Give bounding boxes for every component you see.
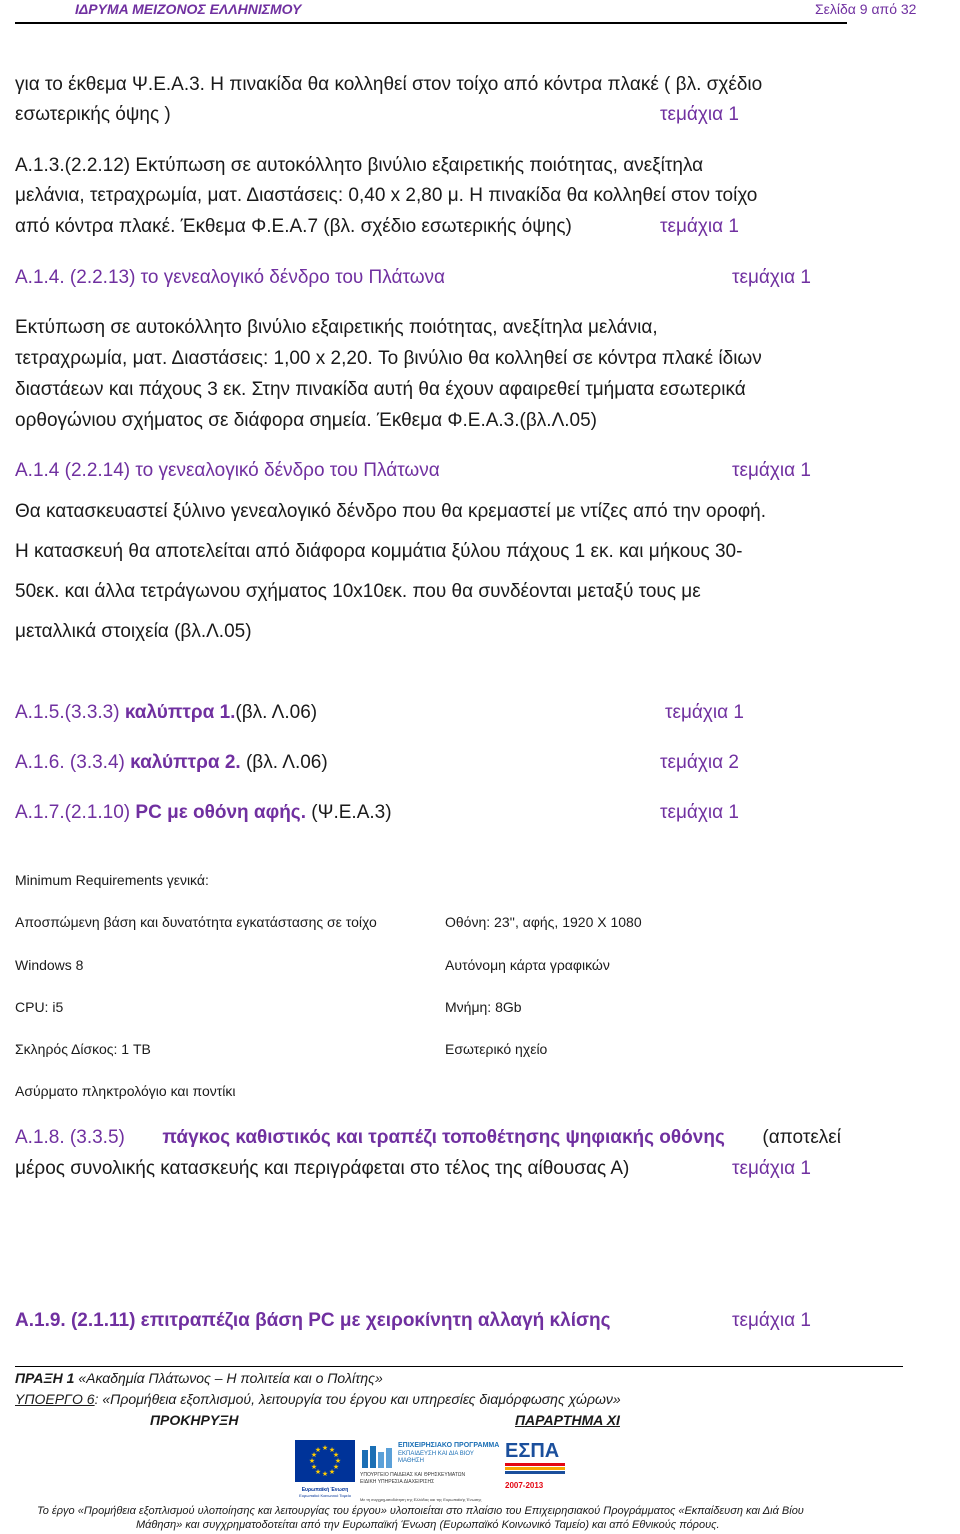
espa-stripes-icon [505, 1462, 565, 1476]
item-a14b-line4: μεταλλικά στοιχεία (βλ.Λ.05) [15, 621, 252, 642]
item-a15-name: καλύπτρα 1. [124, 702, 236, 723]
footer-parartima: ΠΑΡΑΡΤΗΜΑ XI [515, 1412, 620, 1428]
svg-text:★: ★ [314, 1468, 322, 1476]
svg-text:★: ★ [308, 1457, 316, 1465]
item-a14-qty: τεμάχια 1 [732, 267, 811, 288]
footer-ypoergo-title: : «Προμήθεια εξοπλισμού, λειτουργία του έργου και υπηρεσίες διαμόρφωσης χώρων» [94, 1391, 621, 1407]
item-a14-heading: Α.1.4. (2.2.13) το γενεαλογικό δένδρο του Πλάτωνα [15, 267, 446, 288]
req-left-1: Αποσπώμενη βάση και δυνατότητα εγκατάστασης σε τοίχο [15, 914, 377, 930]
block1-qty: τεμάχια 1 [660, 216, 739, 237]
req-last: Ασύρματο πληκτρολόγιο και ποντίκι [15, 1083, 236, 1099]
footer-line2 [15, 1391, 621, 1407]
espa-title: ΕΣΠΑ [505, 1440, 560, 1462]
item-a16-name: καλύπτρα 2. [130, 752, 241, 773]
item-a14b-heading: Α.1.4 (2.2.14) το γενεαλογικό δένδρο του Πλάτωνα [15, 460, 440, 481]
req-right-4: Εσωτερικό ηχείο [445, 1041, 548, 1057]
eu-caption: Ευρωπαϊκή Ένωση [301, 1487, 349, 1493]
footer-note1: Το έργο «Προμήθεια εξοπλισμού υλοποίησης και λειτουργίας του έργου» υλοποιείται στο πλαίσιο του Επιχειρησιακού Προγράμματος «Εκπαίδευση και Διά Βίου [37, 1505, 804, 1517]
item-a17-name: PC με οθόνη αφής. [135, 802, 306, 823]
req-right-3: Μνήμη: 8Gb [445, 999, 522, 1015]
eu-subcaption: Ευρωπαϊκό Κοινωνικό Ταμείο [299, 1493, 351, 1498]
svg-text:★: ★ [332, 1463, 340, 1471]
item-a16 [15, 752, 328, 774]
item-a19-qty: τεμάχια 1 [732, 1310, 811, 1331]
item-a17 [15, 802, 392, 824]
eu-logo [295, 1440, 355, 1496]
svg-text:★: ★ [310, 1463, 318, 1471]
header-page-number: Σελίδα 9 από 32 [815, 1, 917, 17]
espa-years: 2007-2013 [505, 1481, 544, 1490]
item-a18-code: Α.1.8. (3.3.5) [15, 1127, 125, 1148]
header-org: ΙΔΡΥΜΑ ΜΕΙΖΟΝΟΣ ΕΛΛΗΝΙΣΜΟΥ [75, 1, 302, 17]
req-right-2: Αυτόνομη κάρτα γραφικών [445, 957, 610, 973]
item-a18-line2: μέρος συνολικής κατασκευής και περιγράφεται στο τέλος της αίθουσας Α) [15, 1158, 630, 1179]
item-a16-ref: (βλ. Λ.06) [240, 752, 328, 773]
item-a19-text: Α.1.9. (2.1.11) επιτραπέζια βάση PC με χειροκίνητη αλλαγή κλίσης [15, 1310, 611, 1331]
block0-line2: εσωτερικής όψης ) [15, 104, 171, 125]
block1-line3: από κόντρα πλακέ. Έκθεμα Φ.Ε.Α.7 (βλ. σχέδιο εσωτερικής όψης) [15, 216, 572, 237]
item-a15-ref: (βλ. Λ.06) [235, 702, 318, 723]
footer-praxi: ΠΡΑΞΗ 1 [15, 1370, 75, 1386]
item-a14b-line3: 50εκ. και άλλα τετράγωνου σχήματος 10x10εκ. που θα συνδέονται μεταξύ τους με [15, 581, 701, 602]
op-sub1: ΕΚΠΑΙΔΕΥΣΗ ΚΑΙ ΔΙΑ ΒΙΟΥ ΜΑΘΗΣΗ [398, 1451, 474, 1464]
svg-text:★: ★ [334, 1457, 342, 1465]
op-logo [360, 1440, 500, 1496]
requirements-title: Minimum Requirements γενικά: [15, 872, 209, 888]
item-a14-line4: ορθογώνιου σχήματος σε διάφορα σημεία. Έκθεμα Φ.Ε.Α.3.(βλ.Λ.05) [15, 410, 597, 431]
svg-text:★: ★ [328, 1446, 336, 1454]
item-a15 [15, 702, 317, 724]
item-a16-code: Α.1.6. (3.3.4) [15, 752, 125, 773]
svg-text:★: ★ [321, 1444, 329, 1452]
footer-prokiryxi: ΠΡΟΚΗΡΥΞΗ [150, 1412, 239, 1428]
svg-text:★: ★ [332, 1451, 340, 1459]
item-a14-line2: τετραχρωμία, ματ. Διαστάσεις: 1,00 x 2,20. Το βινύλιο θα κολληθεί σε κόντρα πλακέ ίδιων [15, 348, 762, 369]
req-right-1: Οθόνη: 23'', αφής, 1920 X 1080 [445, 914, 642, 930]
op-emblem-icon [360, 1442, 396, 1470]
footer-praxi-title: «Ακαδημία Πλάτωνος – Η πολιτεία και ο Πολίτης» [74, 1370, 383, 1386]
req-left-3: CPU: i5 [15, 999, 64, 1015]
svg-text:★: ★ [310, 1451, 318, 1459]
item-a14b-line1: Θα κατασκευαστεί ξύλινο γενεαλογικό δένδρο που θα κρεμαστεί με ντίζες από την οροφή. [15, 501, 766, 522]
item-a18-name: πάγκος καθιστικός και τραπέζι τοποθέτησης ψηφιακής οθόνης [162, 1127, 725, 1148]
footer-line1 [15, 1370, 383, 1386]
req-left-2: Windows 8 [15, 957, 84, 973]
item-a15-code: Α.1.5.(3.3.3) [15, 702, 120, 723]
block0-qty: τεμάχια 1 [660, 104, 739, 125]
item-a14-line3: διαστάεων και πάχους 3 εκ. Στην πινακίδα αυτή θα έχουν αφαιρεθεί τμήματα εσωτερικά [15, 379, 746, 400]
header-divider [15, 22, 847, 24]
footer-note2: Μάθηση» και συγχρηματοδοτείται από την Ευρωπαϊκή Ένωση (Ευρωπαϊκό Κοινωνικό Ταμείο) και από Εθνικούς πόρους. [136, 1519, 720, 1531]
op-sub2: ΥΠΟΥΡΓΕΙΟ ΠΑΙΔΕΙΑΣ ΚΑΙ ΘΡΗΣΚΕΥΜΑΤΩΝ [360, 1472, 466, 1478]
svg-text:★: ★ [328, 1468, 336, 1476]
item-a16-qty: τεμάχια 2 [660, 752, 739, 773]
item-a14-line1: Εκτύπωση σε αυτοκόλλητο βινύλιο εξαιρετικής ποιότητας, ανεξίτηλα μελάνια, [15, 317, 658, 338]
block1-line1: Α.1.3.(2.2.12) Εκτύπωση σε αυτοκόλλητο βινύλιο εξαιρετικής ποιότητας, ανεξίτηλα [15, 155, 704, 176]
item-a17-qty: τεμάχια 1 [660, 802, 739, 823]
espa-logo [505, 1440, 567, 1496]
item-a14b-line2: Η κατασκευή θα αποτελείται από διάφορα κομμάτια ξύλου πάχους 1 εκ. και μήκους 30- [15, 541, 743, 562]
svg-text:★: ★ [321, 1470, 329, 1478]
svg-text:★: ★ [314, 1446, 322, 1454]
item-a18-qty: τεμάχια 1 [732, 1158, 811, 1179]
item-a14b-qty: τεμάχια 1 [732, 460, 811, 481]
item-a15-qty: τεμάχια 1 [665, 702, 744, 723]
item-a18-line1 [15, 1127, 841, 1149]
op-sub3: ΕΙΔΙΚΗ ΥΠΗΡΕΣΙΑ ΔΙΑΧΕΙΡΙΣΗΣ [360, 1479, 435, 1485]
footer-divider [15, 1366, 903, 1367]
footer-ypoergo: ΥΠΟΕΡΓΟ 6 [15, 1391, 95, 1407]
item-a17-ref: (Ψ.Ε.Α.3) [305, 802, 392, 823]
item-a18-rest1: (αποτελεί [762, 1127, 841, 1148]
block0-line1: για το έκθεμα Ψ.Ε.Α.3. Η πινακίδα θα κολληθεί στον τοίχο από κόντρα πλακέ ( βλ. σχέδιο [15, 74, 763, 95]
block1-line2: μελάνια, τετραχρωμία, ματ. Διαστάσεις: 0,40 x 2,80 μ. Η πινακίδα θα κολληθεί στον τοίχο [15, 185, 758, 206]
item-a17-code: Α.1.7.(2.1.10) [15, 802, 131, 823]
req-left-4: Σκληρός Δίσκος: 1 TB [15, 1041, 151, 1057]
cofund-caption: Με τη συγχρηματοδότηση της Ελλάδας και της Ευρωπαϊκής Ένωσης [360, 1497, 482, 1502]
op-title: ΕΠΙΧΕΙΡΗΣΙΑΚΟ ΠΡΟΓΡΑΜΜΑ [398, 1442, 500, 1449]
eu-flag-icon [295, 1440, 355, 1482]
